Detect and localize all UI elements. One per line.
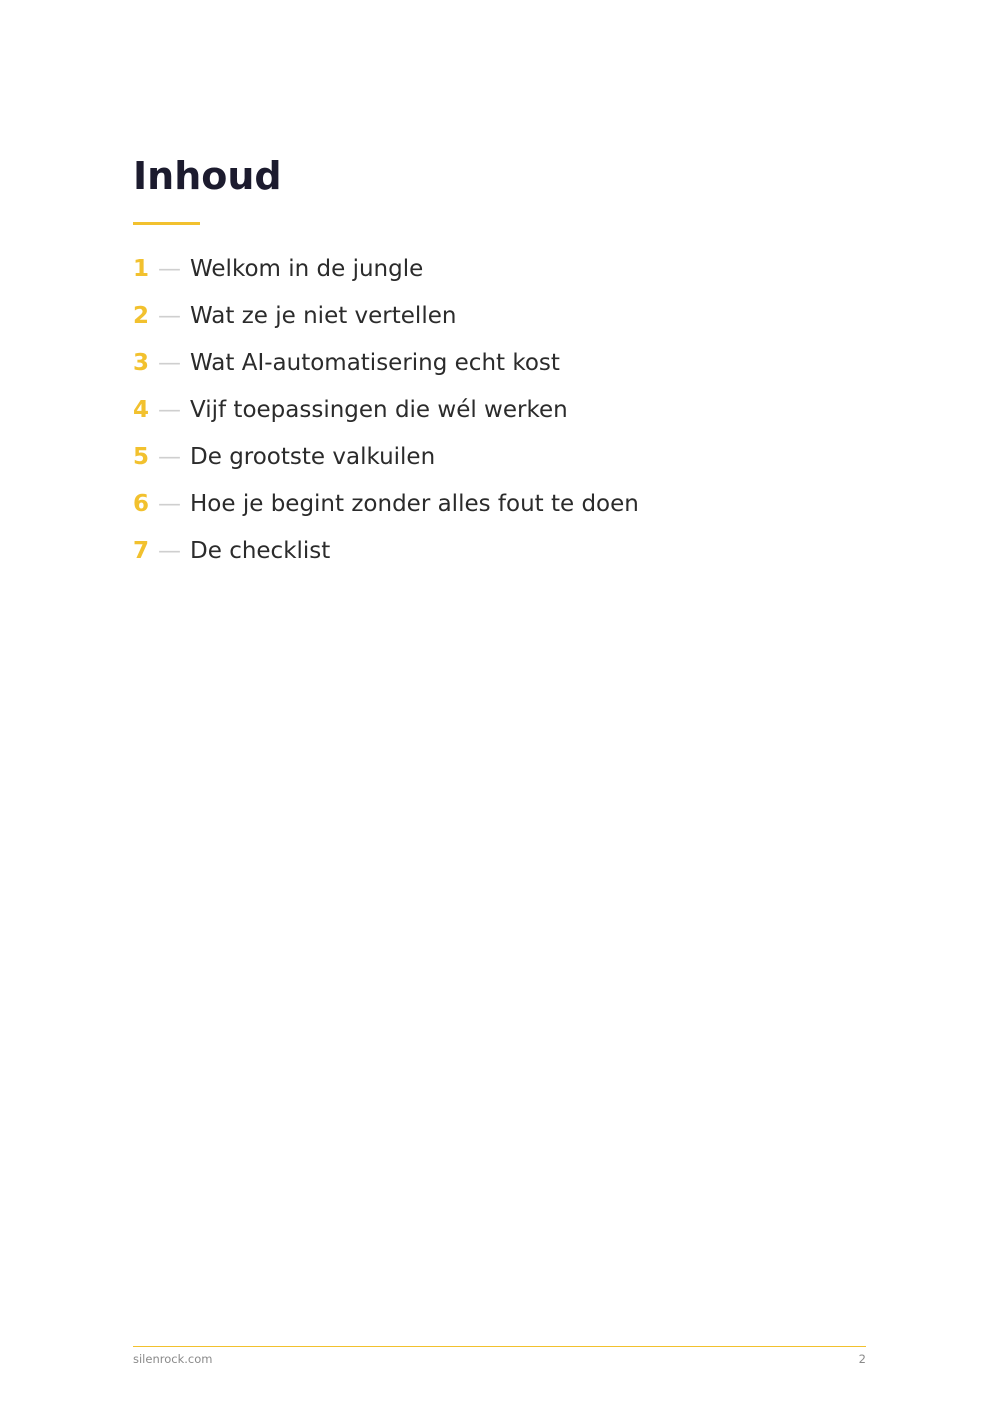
toc-item-label: Vijf toepassingen die wél werken <box>190 397 568 423</box>
toc-separator: — <box>158 256 182 282</box>
toc-item-3 <box>133 340 639 387</box>
toc-item-label: Wat ze je niet vertellen <box>190 303 457 329</box>
toc-item-5 <box>133 434 639 481</box>
toc-item-2 <box>133 293 639 340</box>
toc-item-6 <box>133 481 639 528</box>
footer-site-name: silenrock.com <box>133 1352 213 1366</box>
toc-item-number: 2 <box>133 303 150 329</box>
toc-separator: — <box>158 303 182 329</box>
toc-separator: — <box>158 538 182 564</box>
toc-item-label: Welkom in de jungle <box>190 256 424 282</box>
toc-separator: — <box>158 350 182 376</box>
toc-item-number: 4 <box>133 397 150 423</box>
toc-item-4 <box>133 387 639 434</box>
toc-separator: — <box>158 444 182 470</box>
toc-item-label: De grootste valkuilen <box>190 444 436 470</box>
toc-item-number: 6 <box>133 491 150 517</box>
toc-item-number: 3 <box>133 350 150 376</box>
toc-item-number: 7 <box>133 538 150 564</box>
toc-item-1 <box>133 246 639 293</box>
toc-separator: — <box>158 397 182 423</box>
table-of-contents <box>133 246 639 575</box>
page-title: Inhoud <box>133 154 282 198</box>
footer-page-number: 2 <box>858 1352 866 1366</box>
toc-item-label: Hoe je begint zonder alles fout te doen <box>190 491 639 517</box>
footer-divider <box>133 1346 866 1347</box>
toc-item-number: 5 <box>133 444 150 470</box>
toc-item-7 <box>133 528 639 575</box>
toc-separator: — <box>158 491 182 517</box>
toc-item-number: 1 <box>133 256 150 282</box>
title-underline <box>133 222 200 225</box>
toc-item-label: Wat AI-automatisering echt kost <box>190 350 560 376</box>
toc-item-label: De checklist <box>190 538 331 564</box>
